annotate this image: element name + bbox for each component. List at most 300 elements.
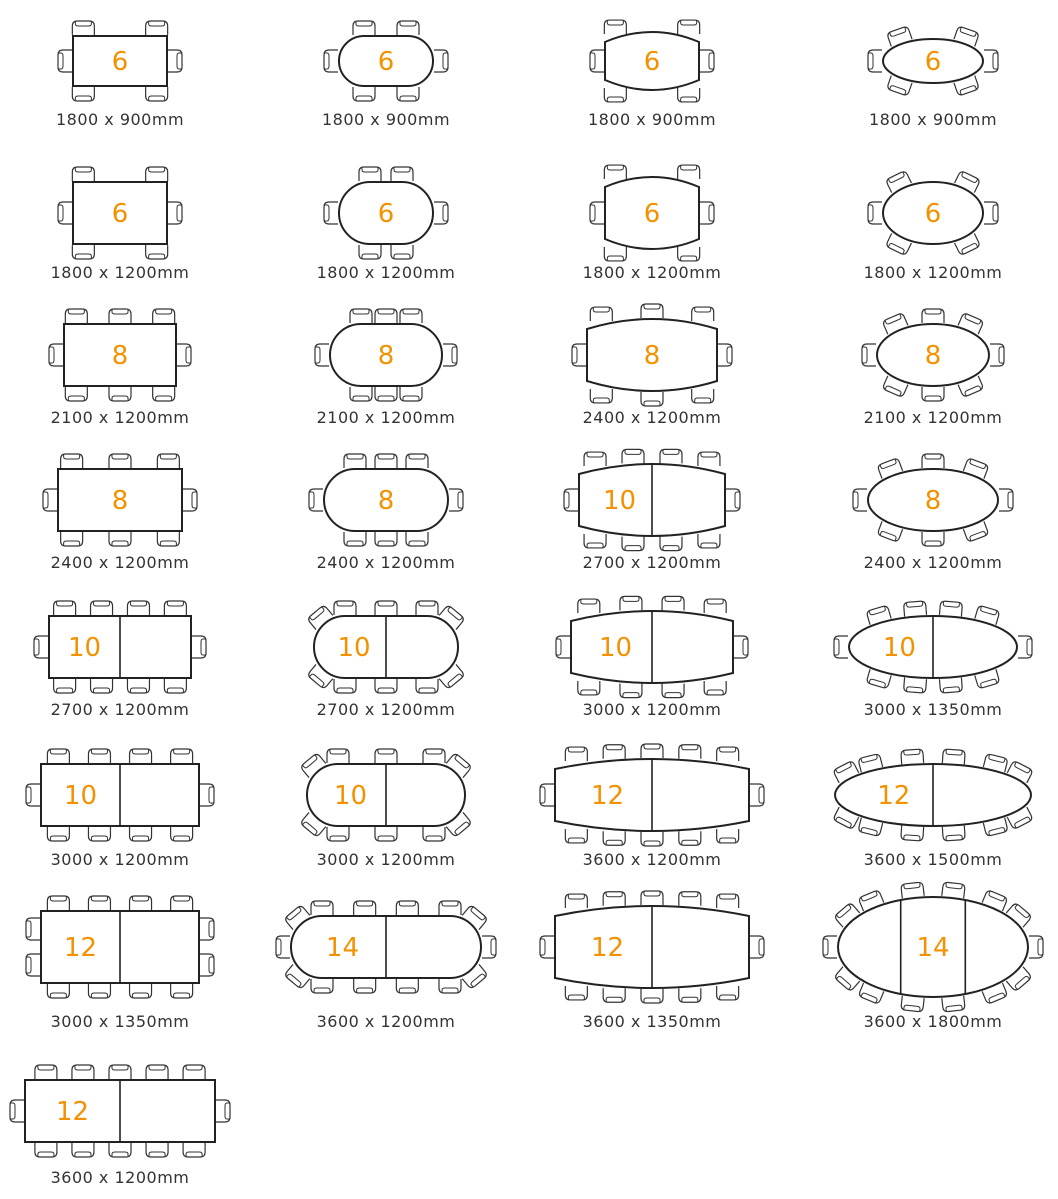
chair-icon [47, 984, 69, 998]
chair-icon [91, 679, 113, 693]
chair-icon [88, 827, 110, 841]
chair-icon [34, 636, 48, 658]
chair-icon [109, 532, 131, 546]
table-size-label: 3600 x 1350mm [582, 1012, 722, 1031]
chair-icon [660, 449, 682, 463]
chair-icon [443, 344, 457, 366]
table-capsule [300, 749, 472, 841]
table-ellipse [862, 309, 1004, 401]
chair-icon [834, 636, 848, 658]
chair-icon [353, 21, 375, 35]
table-rectangle [43, 454, 197, 546]
seat-count: 10 [337, 633, 371, 663]
chair-icon [54, 679, 76, 693]
seat-count: 6 [643, 47, 661, 77]
chair-icon [164, 601, 186, 615]
chair-icon [391, 245, 413, 259]
table-size-label: 2100 x 1200mm [863, 408, 1003, 427]
seat-count: 10 [63, 781, 98, 811]
chair-icon [603, 831, 625, 845]
seat-count: 8 [111, 341, 129, 371]
table-capsule [324, 21, 448, 101]
chair-icon [400, 387, 422, 401]
table-ellipse [834, 601, 1032, 693]
table-size-label: 3000 x 1350mm [863, 700, 1003, 719]
chair-icon [327, 827, 349, 841]
chair-icon [26, 918, 40, 940]
chair-icon [127, 601, 149, 615]
chair-icon [153, 309, 175, 323]
chair-icon [692, 307, 714, 321]
chair-icon [999, 489, 1013, 511]
table-rectangle [10, 1065, 230, 1157]
chair-icon [88, 749, 110, 763]
chair-icon [130, 827, 152, 841]
table-capsule [276, 901, 496, 993]
chair-icon [584, 452, 606, 466]
chair-icon [556, 636, 570, 658]
table-rectangle [34, 601, 206, 693]
table-size-label: 2100 x 1200mm [50, 408, 190, 427]
chair-icon [35, 1143, 57, 1157]
chair-icon [406, 454, 428, 468]
chair-icon [904, 677, 927, 693]
chair-icon [565, 986, 587, 1000]
chair-icon [200, 784, 214, 806]
chair-icon [662, 596, 684, 610]
table-ellipse [868, 26, 998, 96]
chair-icon [590, 202, 604, 224]
seat-count: 6 [924, 47, 942, 77]
chair-icon [350, 309, 372, 323]
chair-icon [334, 679, 356, 693]
chair-icon [641, 832, 663, 846]
table-size-label: 3000 x 1350mm [50, 1012, 190, 1031]
chair-icon [375, 679, 397, 693]
chair-icon [127, 679, 149, 693]
chair-icon [678, 20, 700, 34]
chair-icon [700, 50, 714, 72]
chair-icon [177, 344, 191, 366]
seat-count: 12 [63, 933, 98, 963]
seat-count: 12 [590, 933, 625, 963]
chair-icon [359, 167, 381, 181]
chair-icon [324, 50, 338, 72]
chair-icon [109, 1065, 131, 1079]
chair-icon [375, 309, 397, 323]
chair-icon [603, 988, 625, 1002]
chair-icon [718, 344, 732, 366]
chair-icon [375, 827, 397, 841]
table-size-label: 1800 x 1200mm [863, 263, 1003, 282]
table-size-label: 3600 x 1200mm [582, 850, 722, 869]
chair-icon [311, 901, 333, 915]
chair-icon [901, 882, 924, 898]
table-capsule [309, 454, 463, 546]
chair-icon [678, 247, 700, 261]
seat-count: 6 [643, 199, 661, 229]
table-size-label: 2100 x 1200mm [316, 408, 456, 427]
chair-icon [641, 989, 663, 1003]
chair-icon [354, 901, 376, 915]
chair-icon [641, 891, 663, 905]
chair-icon [823, 936, 837, 958]
chair-icon [584, 534, 606, 548]
chair-icon [423, 749, 445, 763]
chair-icon [72, 245, 94, 259]
chair-icon [183, 1065, 205, 1079]
chair-icon [324, 202, 338, 224]
chair-icon [146, 21, 168, 35]
seat-count: 14 [916, 933, 950, 963]
chair-icon [327, 749, 349, 763]
chair-icon [200, 954, 214, 976]
chair-icon [192, 636, 206, 658]
seat-count: 8 [377, 341, 395, 371]
chair-icon [641, 744, 663, 758]
chair-icon [171, 827, 193, 841]
table-size-label: 1800 x 1200mm [316, 263, 456, 282]
table-size-label: 3600 x 1800mm [863, 1012, 1003, 1031]
table-size-label: 3000 x 1200mm [582, 700, 722, 719]
chair-icon [901, 826, 924, 841]
chair-icon [904, 601, 927, 617]
chair-icon [578, 681, 600, 695]
chair-icon [375, 454, 397, 468]
chair-icon [678, 88, 700, 102]
chair-icon [704, 681, 726, 695]
chair-icon [564, 489, 578, 511]
seat-count: 6 [924, 199, 942, 229]
chair-icon [698, 534, 720, 548]
table-barrel [556, 596, 748, 697]
chair-icon [482, 936, 496, 958]
table-ellipse [853, 454, 1013, 546]
chair-icon [375, 749, 397, 763]
chair-icon [276, 936, 290, 958]
chair-icon [540, 784, 554, 806]
chair-icon [942, 749, 965, 764]
table-capsule [307, 601, 465, 693]
chair-icon [590, 307, 612, 321]
chair-icon [396, 901, 418, 915]
table-size-label: 2400 x 1200mm [316, 553, 456, 572]
chair-icon [901, 749, 924, 764]
chair-icon [72, 21, 94, 35]
chair-icon [58, 202, 72, 224]
chair-icon [604, 165, 626, 179]
chair-icon [72, 1065, 94, 1079]
seat-count: 10 [602, 486, 637, 516]
chair-icon [47, 896, 69, 910]
chair-icon [49, 344, 63, 366]
chair-icon [309, 489, 323, 511]
chair-icon [334, 601, 356, 615]
chair-icon [700, 202, 714, 224]
chair-icon [88, 984, 110, 998]
chair-icon [171, 984, 193, 998]
chair-icon [423, 827, 445, 841]
table-barrel [572, 304, 732, 406]
seat-count: 6 [377, 199, 395, 229]
table-barrel [590, 20, 714, 102]
chair-icon [1029, 936, 1043, 958]
table-ellipse [833, 749, 1033, 841]
chair-icon [942, 996, 965, 1012]
chair-icon [679, 988, 701, 1002]
chair-icon [922, 454, 944, 468]
chair-icon [200, 918, 214, 940]
chair-icon [620, 596, 642, 610]
seat-count: 10 [67, 633, 102, 663]
table-barrel [540, 744, 764, 846]
chair-icon [578, 599, 600, 613]
chair-icon [698, 452, 720, 466]
chair-icon [434, 50, 448, 72]
chair-icon [344, 532, 366, 546]
table-size-label: 1800 x 1200mm [50, 263, 190, 282]
chair-icon [641, 392, 663, 406]
chair-icon [146, 1065, 168, 1079]
seat-count: 6 [377, 47, 395, 77]
chair-icon [130, 896, 152, 910]
chair-icon [216, 1100, 230, 1122]
table-size-label: 3600 x 1500mm [863, 850, 1003, 869]
chair-icon [157, 532, 179, 546]
chair-icon [91, 601, 113, 615]
chair-icon [168, 202, 182, 224]
chair-icon [603, 892, 625, 906]
table-size-label: 2400 x 1200mm [863, 553, 1003, 572]
chair-icon [862, 344, 876, 366]
table-size-label: 2400 x 1200mm [50, 553, 190, 572]
chair-icon [692, 389, 714, 403]
chair-icon [146, 167, 168, 181]
chair-icon [397, 87, 419, 101]
chair-icon [984, 50, 998, 72]
table-size-label: 2400 x 1200mm [582, 408, 722, 427]
table-size-label: 1800 x 900mm [587, 110, 717, 129]
chair-icon [391, 167, 413, 181]
chair-icon [61, 454, 83, 468]
seat-count: 6 [111, 199, 129, 229]
table-barrel [540, 891, 764, 1003]
chair-icon [183, 489, 197, 511]
chair-icon [1018, 636, 1032, 658]
table-size-label: 1800 x 1200mm [582, 263, 722, 282]
chair-icon [65, 387, 87, 401]
chair-icon [679, 831, 701, 845]
chair-icon [717, 894, 739, 908]
chair-icon [734, 636, 748, 658]
table-size-label: 3000 x 1200mm [316, 850, 456, 869]
chair-icon [717, 986, 739, 1000]
chair-icon [439, 901, 461, 915]
seat-count: 8 [643, 341, 661, 371]
table-rectangle [26, 896, 214, 998]
chair-icon [726, 489, 740, 511]
chair-icon [565, 747, 587, 761]
chair-icon [54, 601, 76, 615]
chair-icon [168, 50, 182, 72]
chair-icon [43, 489, 57, 511]
chair-icon [750, 784, 764, 806]
chair-icon [26, 954, 40, 976]
chair-icon [717, 747, 739, 761]
seat-count: 8 [111, 486, 129, 516]
chair-icon [449, 489, 463, 511]
chair-icon [65, 309, 87, 323]
chair-icon [153, 387, 175, 401]
chair-icon [311, 979, 333, 993]
seat-count: 10 [598, 633, 633, 663]
seat-count: 14 [325, 933, 360, 963]
table-barrel [564, 449, 740, 550]
table-capsule [315, 309, 457, 401]
chair-icon [61, 532, 83, 546]
chair-icon [183, 1143, 205, 1157]
chair-icon [540, 936, 554, 958]
table-ellipse [823, 882, 1043, 1012]
seat-count: 8 [924, 341, 942, 371]
chair-icon [344, 454, 366, 468]
chair-icon [397, 21, 419, 35]
table-size-label: 1800 x 900mm [321, 110, 451, 129]
chair-icon [662, 684, 684, 698]
chair-icon [130, 984, 152, 998]
table-rectangle [58, 167, 182, 259]
chair-icon [35, 1065, 57, 1079]
chair-icon [406, 532, 428, 546]
chair-icon [679, 892, 701, 906]
chair-icon [717, 829, 739, 843]
chair-icon [603, 745, 625, 759]
chair-icon [354, 979, 376, 993]
chair-icon [439, 979, 461, 993]
chair-icon [10, 1100, 24, 1122]
table-size-label: 3600 x 1200mm [50, 1168, 190, 1187]
chair-icon [359, 245, 381, 259]
chair-icon [109, 1143, 131, 1157]
chair-icon [868, 50, 882, 72]
seat-count: 12 [590, 781, 625, 811]
chair-icon [130, 749, 152, 763]
chair-icon [375, 601, 397, 615]
chair-icon [901, 996, 924, 1012]
chair-icon [922, 532, 944, 546]
table-rectangle [26, 749, 214, 841]
chair-icon [939, 601, 962, 617]
table-size-label: 3600 x 1200mm [316, 1012, 456, 1031]
chair-icon [72, 167, 94, 181]
chair-icon [146, 1143, 168, 1157]
seat-count: 6 [111, 47, 129, 77]
chair-icon [171, 896, 193, 910]
seat-count: 8 [924, 486, 942, 516]
chair-icon [109, 387, 131, 401]
chair-icon [47, 749, 69, 763]
chair-icon [109, 309, 131, 323]
chair-icon [164, 679, 186, 693]
chair-icon [622, 449, 644, 463]
seat-count: 12 [55, 1097, 90, 1127]
table-rectangle [49, 309, 191, 401]
table-size-label: 1800 x 900mm [55, 110, 185, 129]
chair-icon [26, 784, 40, 806]
chair-icon [604, 88, 626, 102]
seat-count: 10 [882, 633, 916, 663]
chair-icon [434, 202, 448, 224]
chair-icon [88, 896, 110, 910]
chair-icon [565, 829, 587, 843]
table-size-label: 2700 x 1200mm [50, 700, 190, 719]
chair-icon [396, 979, 418, 993]
chair-icon [750, 936, 764, 958]
chair-icon [157, 454, 179, 468]
chair-icon [942, 826, 965, 841]
chair-icon [620, 684, 642, 698]
chair-icon [171, 749, 193, 763]
chair-icon [939, 677, 962, 693]
chair-icon [660, 537, 682, 551]
chair-icon [678, 165, 700, 179]
chair-icon [72, 87, 94, 101]
chair-icon [990, 344, 1004, 366]
chair-icon [922, 309, 944, 323]
chair-icon [47, 827, 69, 841]
chair-icon [679, 745, 701, 759]
chair-icon [72, 1143, 94, 1157]
chair-icon [375, 387, 397, 401]
table-rectangle [58, 21, 182, 101]
table-size-label: 3000 x 1200mm [50, 850, 190, 869]
chair-icon [353, 87, 375, 101]
chair-icon [416, 679, 438, 693]
chair-icon [853, 489, 867, 511]
chair-icon [350, 387, 372, 401]
chair-icon [416, 601, 438, 615]
chair-icon [704, 599, 726, 613]
seat-count: 8 [377, 486, 395, 516]
chair-icon [58, 50, 72, 72]
chair-icon [146, 245, 168, 259]
table-size-label: 1800 x 900mm [868, 110, 998, 129]
chair-icon [641, 304, 663, 318]
chair-icon [622, 537, 644, 551]
chair-icon [375, 532, 397, 546]
chair-icon [868, 202, 882, 224]
chair-icon [590, 50, 604, 72]
seat-count: 12 [877, 781, 911, 811]
table-capsule [324, 167, 448, 259]
chair-icon [942, 882, 965, 898]
chair-icon [984, 202, 998, 224]
chair-icon [922, 387, 944, 401]
chair-icon [604, 247, 626, 261]
chair-icon [146, 87, 168, 101]
chair-icon [315, 344, 329, 366]
table-ellipse [868, 170, 998, 255]
seat-count: 10 [333, 781, 368, 811]
chair-icon [572, 344, 586, 366]
chair-icon [590, 389, 612, 403]
table-size-label: 2700 x 1200mm [316, 700, 456, 719]
chair-icon [400, 309, 422, 323]
table-size-label: 2700 x 1200mm [582, 553, 722, 572]
chair-icon [109, 454, 131, 468]
chair-icon [604, 20, 626, 34]
table-barrel [590, 165, 714, 261]
